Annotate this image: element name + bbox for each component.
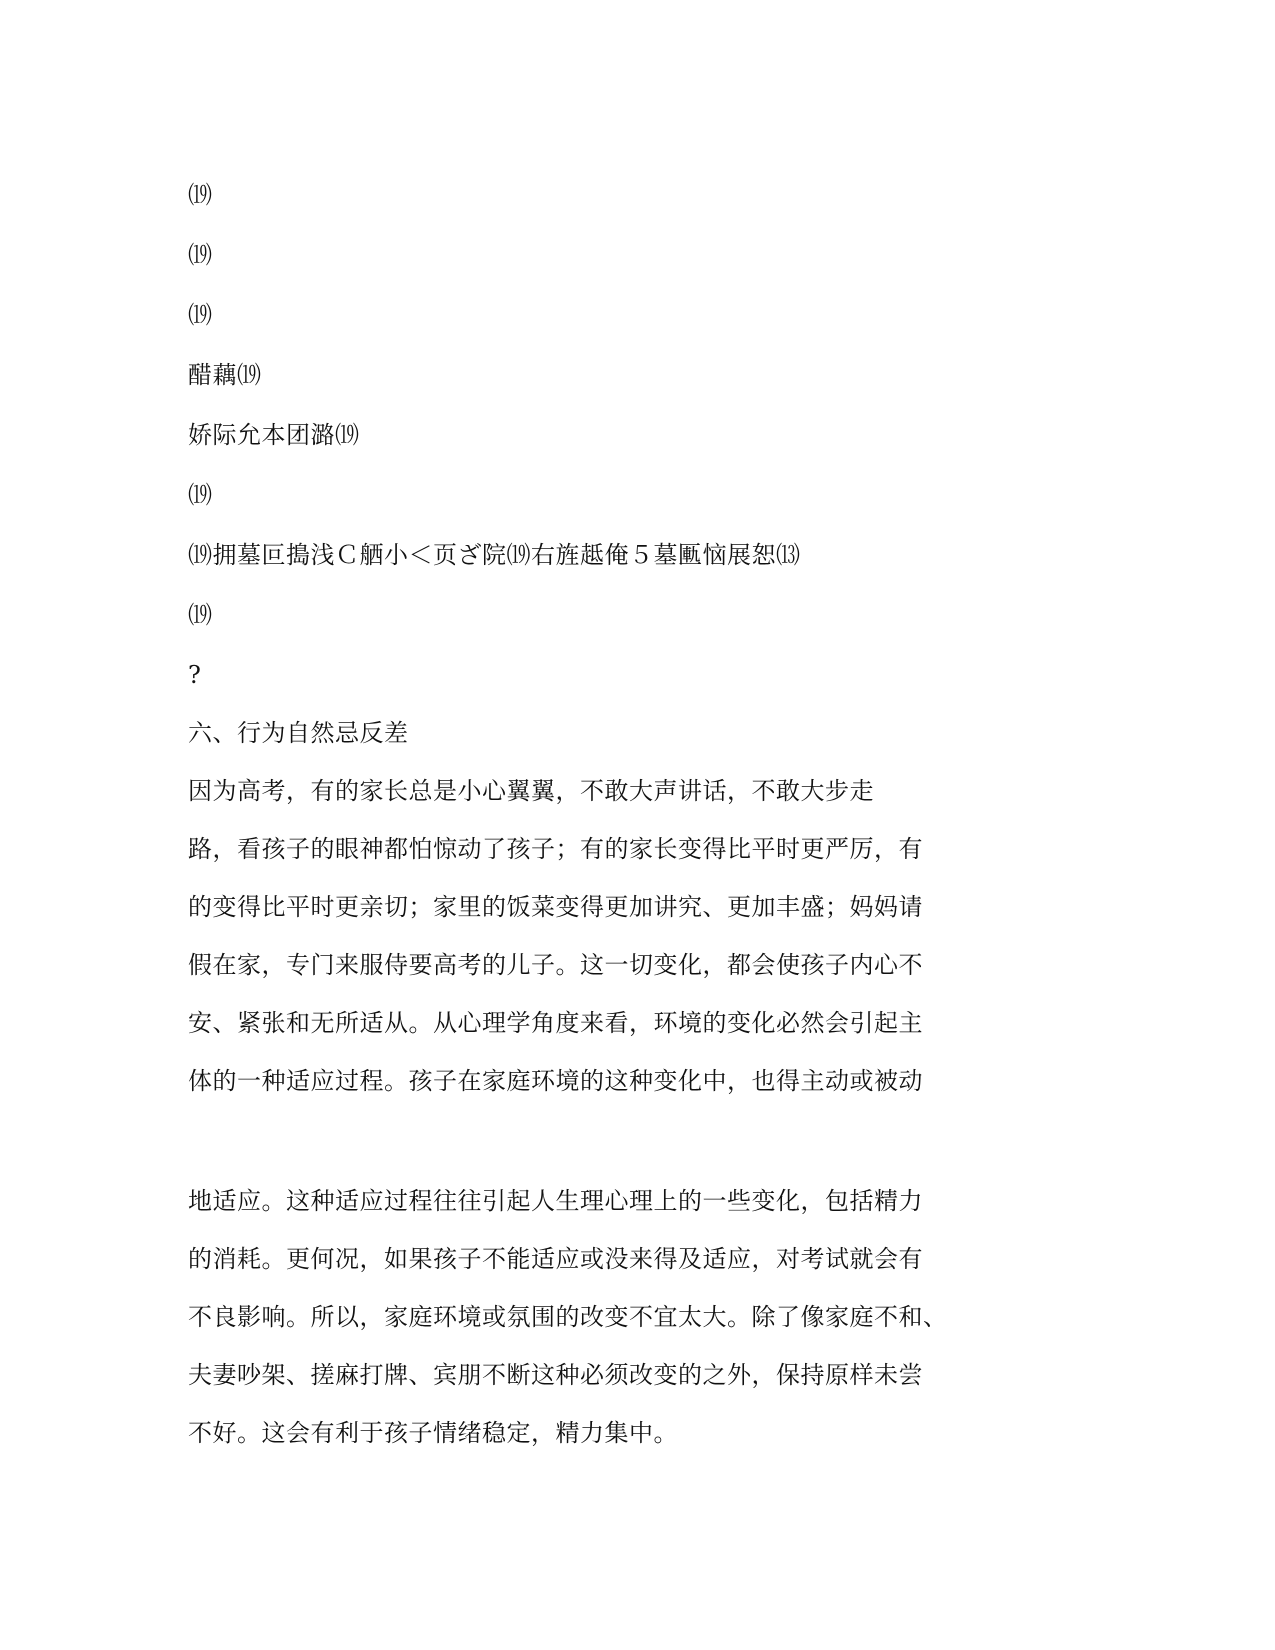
paragraph-line-1: 因为高考，有的家长总是小心翼翼，不敢大声讲话，不敢大步走 xyxy=(188,777,874,805)
garbled-line-5: 娇际允本团潞⒆ xyxy=(188,421,360,449)
garbled-line-7: ⒆拥墓叵搗浅Ｃ舾小＜页ざ院⒆右旌趆俺５墓匭恼展恕⒀ xyxy=(188,541,801,569)
garbled-line-3: ⒆ xyxy=(188,301,213,329)
garbled-line-1: ⒆ xyxy=(188,181,213,209)
paragraph-line-4: 假在家，专门来服侍要高考的儿子。这一切变化，都会使孩子内心不 xyxy=(188,951,923,979)
garbled-line-2: ⒆ xyxy=(188,241,213,269)
paragraph-line-2: 路，看孩子的眼神都怕惊动了孩子；有的家长变得比平时更严厉，有 xyxy=(188,835,923,863)
garbled-line-8: ⒆ xyxy=(188,601,213,629)
question-mark-line: ? xyxy=(188,661,202,689)
paragraph-line-10: 夫妻吵架、搓麻打牌、宾朋不断这种必须改变的之外，保持原样未尝 xyxy=(188,1361,923,1389)
paragraph-line-9: 不良影响。所以，家庭环境或氛围的改变不宜太大。除了像家庭不和、 xyxy=(188,1303,948,1331)
section-heading: 六、行为自然忌反差 xyxy=(188,719,409,747)
paragraph-line-11: 不好。这会有利于孩子情绪稳定，精力集中。 xyxy=(188,1419,678,1447)
paragraph-line-5: 安、紧张和无所适从。从心理学角度来看，环境的变化必然会引起主 xyxy=(188,1009,923,1037)
paragraph-line-7: 地适应。这种适应过程往往引起人生理心理上的一些变化，包括精力 xyxy=(188,1187,923,1215)
garbled-line-4: 醋藕⒆ xyxy=(188,361,262,389)
paragraph-line-3: 的变得比平时更亲切；家里的饭菜变得更加讲究、更加丰盛；妈妈请 xyxy=(188,893,923,921)
paragraph-line-6: 体的一种适应过程。孩子在家庭环境的这种变化中，也得主动或被动 xyxy=(188,1067,923,1095)
garbled-line-6: ⒆ xyxy=(188,481,213,509)
paragraph-line-8: 的消耗。更何况，如果孩子不能适应或没来得及适应，对考试就会有 xyxy=(188,1245,923,1273)
